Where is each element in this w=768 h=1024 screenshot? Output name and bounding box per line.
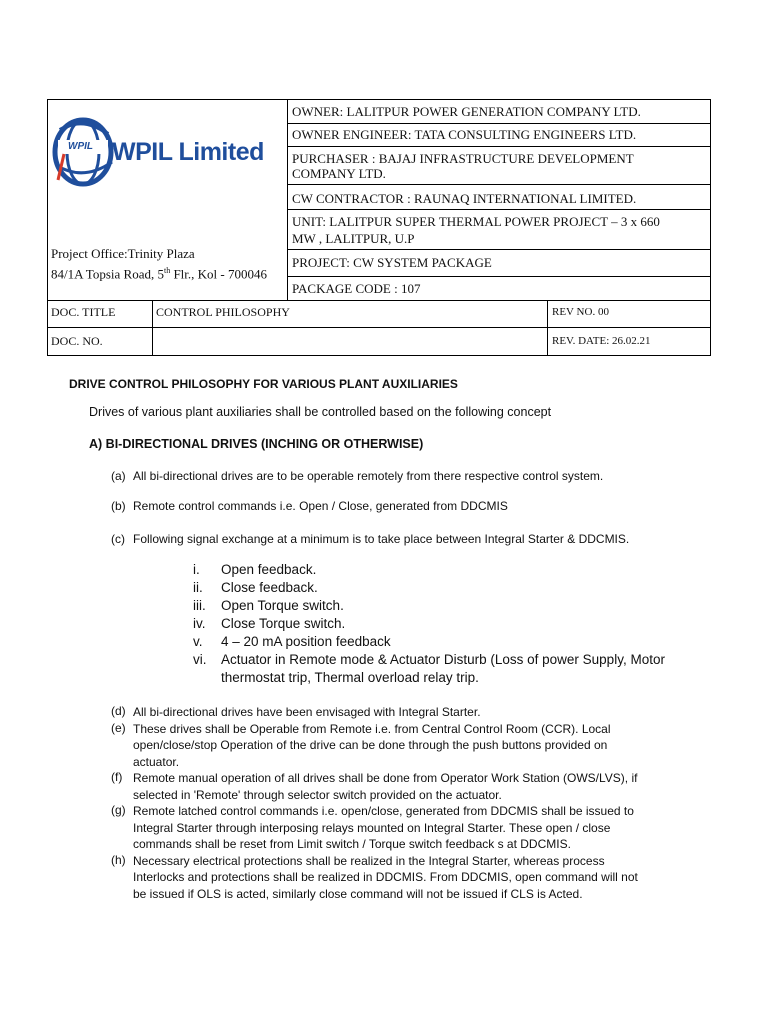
purchaser-field-line1: PURCHASER : BAJAJ INFRASTRUCTURE DEVELOPMENT — [292, 151, 634, 166]
package-code-field: PACKAGE CODE : 107 — [292, 281, 421, 296]
list-item-line: open/close/stop Operation of the drive can be done through the push buttons provided on — [133, 738, 608, 752]
signal-text: Close Torque switch. — [221, 616, 346, 631]
list-item-text: Remote control commands i.e. Open / Close, generated from DDCMIS — [133, 499, 508, 513]
signal-text: thermostat trip, Thermal overload relay trip. — [221, 670, 479, 685]
list-item-line: actuator. — [133, 754, 180, 769]
signal-item — [193, 651, 665, 669]
owner-engineer-field: OWNER ENGINEER: TATA CONSULTING ENGINEERS LTD. — [292, 127, 637, 142]
divider — [47, 300, 711, 301]
list-item-label: (e) — [111, 720, 126, 735]
divider — [287, 99, 288, 301]
list-item — [111, 721, 721, 771]
project-field: PROJECT: CW SYSTEM PACKAGE — [292, 255, 492, 270]
list-item-text: All bi-directional drives are to be operable remotely from there respective control system. — [133, 469, 604, 483]
list-item-line: be issued if OLS is acted, similarly close command will not be issued if CLS is Acted. — [133, 886, 583, 901]
list-item-line: Necessary electrical protections shall be realized in the Integral Starter, whereas process — [133, 853, 605, 868]
signal-text: Open Torque switch. — [221, 598, 344, 613]
divider — [287, 276, 711, 277]
divider — [287, 123, 711, 124]
list-item-line: Interlocks and protections shall be realized in DDCMIS. From DDCMIS, open command will not — [133, 870, 638, 884]
signal-text: 4 – 20 mA position feedback — [221, 634, 391, 649]
list-item — [111, 469, 603, 483]
list-item-text: Following signal exchange at a minimum is to take place between Integral Starter & DDCMIS. — [133, 532, 630, 546]
intro-paragraph: Drives of various plant auxiliaries shall be controlled based on the following concept — [89, 405, 552, 419]
signal-text: Close feedback. — [221, 580, 318, 595]
signal-number: ii. — [193, 580, 203, 595]
signal-number: iv. — [193, 616, 206, 631]
divider — [152, 300, 153, 356]
list-item-label: (d) — [111, 704, 126, 718]
office-address-sup: th — [163, 266, 171, 275]
unit-field-line2: MW , LALITPUR, U.P — [292, 231, 415, 246]
signal-text: Actuator in Remote mode & Actuator Disturb (Loss of power Supply, Motor — [221, 652, 665, 667]
signal-number: v. — [193, 634, 203, 649]
list-item — [111, 704, 721, 721]
signal-text: Open feedback. — [221, 562, 317, 577]
project-office-line2 — [51, 263, 267, 281]
signal-item — [193, 615, 345, 633]
project-office-line1: Project Office:Trinity Plaza — [51, 246, 195, 261]
company-logo — [50, 110, 270, 196]
list-item-line: All bi-directional drives have been envisaged with Integral Starter. — [133, 705, 481, 719]
doc-title-label: DOC. TITLE — [51, 305, 116, 319]
divider — [287, 209, 711, 210]
list-item-line: Integral Starter through interposing relays mounted on Integral Starter. These open / close — [133, 820, 611, 835]
doc-no-label: DOC. NO. — [51, 334, 103, 348]
list-item-label: (a) — [111, 469, 126, 483]
cw-contractor-field: CW CONTRACTOR : RAUNAQ INTERNATIONAL LIMITED. — [292, 191, 637, 206]
logo-wordmark: WPIL Limited — [112, 138, 264, 166]
signal-item — [193, 633, 391, 651]
logo-emblem-text: WPIL — [68, 141, 93, 152]
office-address-part: Flr., Kol - 700046 — [170, 266, 267, 282]
subsection-heading-a: A) BI-DIRECTIONAL DRIVES (INCHING OR OTHERWISE) — [89, 437, 424, 451]
divider — [287, 184, 711, 185]
signal-number: iii. — [193, 598, 206, 613]
list-item-line: commands shall be reset from Limit switch / Torque switch feedback s at DDCMIS. — [133, 837, 571, 851]
list-item — [111, 532, 629, 546]
divider — [287, 249, 711, 250]
rev-date: REV. DATE: 26.02.21 — [552, 335, 651, 347]
divider — [287, 146, 711, 147]
list-item-line: selected in 'Remote' through selector switch provided on the actuator. — [133, 787, 502, 802]
doc-title-value: CONTROL PHILOSOPHY — [156, 305, 290, 319]
signal-number: i. — [193, 562, 200, 577]
list-item-line: Remote manual operation of all drives shall be done from Operator Work Station (OWS/LVS), if — [133, 771, 638, 785]
signal-item — [193, 579, 318, 597]
list-item-line: These drives shall be Operable from Remote i.e. from Central Control Room (CCR). Local — [133, 721, 611, 736]
owner-field: OWNER: LALITPUR POWER GENERATION COMPANY LTD. — [292, 104, 641, 119]
unit-field-line1: UNIT: LALITPUR SUPER THERMAL POWER PROJECT – 3 x 660 — [292, 214, 660, 229]
list-item — [111, 803, 721, 853]
signal-item — [193, 561, 316, 579]
list-item-label: (c) — [111, 532, 125, 546]
list-item-label: (h) — [111, 852, 126, 867]
list-item-label: (f) — [111, 770, 123, 784]
list-item — [111, 770, 721, 803]
list-item — [111, 853, 721, 903]
divider — [547, 300, 548, 356]
list-item — [111, 499, 508, 513]
rev-no: REV NO. 00 — [552, 306, 609, 318]
purchaser-field-line2: COMPANY LTD. — [292, 166, 386, 181]
office-address-part: 84/1A Topsia Road, 5 — [51, 266, 164, 282]
divider — [47, 327, 711, 328]
list-item-label: (b) — [111, 499, 126, 513]
list-item-line: Remote latched control commands i.e. open/close, generated from DDCMIS shall be issued to — [133, 804, 634, 818]
signal-item — [193, 597, 344, 615]
section-heading: DRIVE CONTROL PHILOSOPHY FOR VARIOUS PLANT AUXILIARIES — [69, 377, 458, 391]
wpil-globe-icon — [50, 110, 120, 196]
signal-number: vi. — [193, 652, 207, 667]
list-item-label: (g) — [111, 803, 126, 817]
signal-item — [193, 669, 479, 687]
